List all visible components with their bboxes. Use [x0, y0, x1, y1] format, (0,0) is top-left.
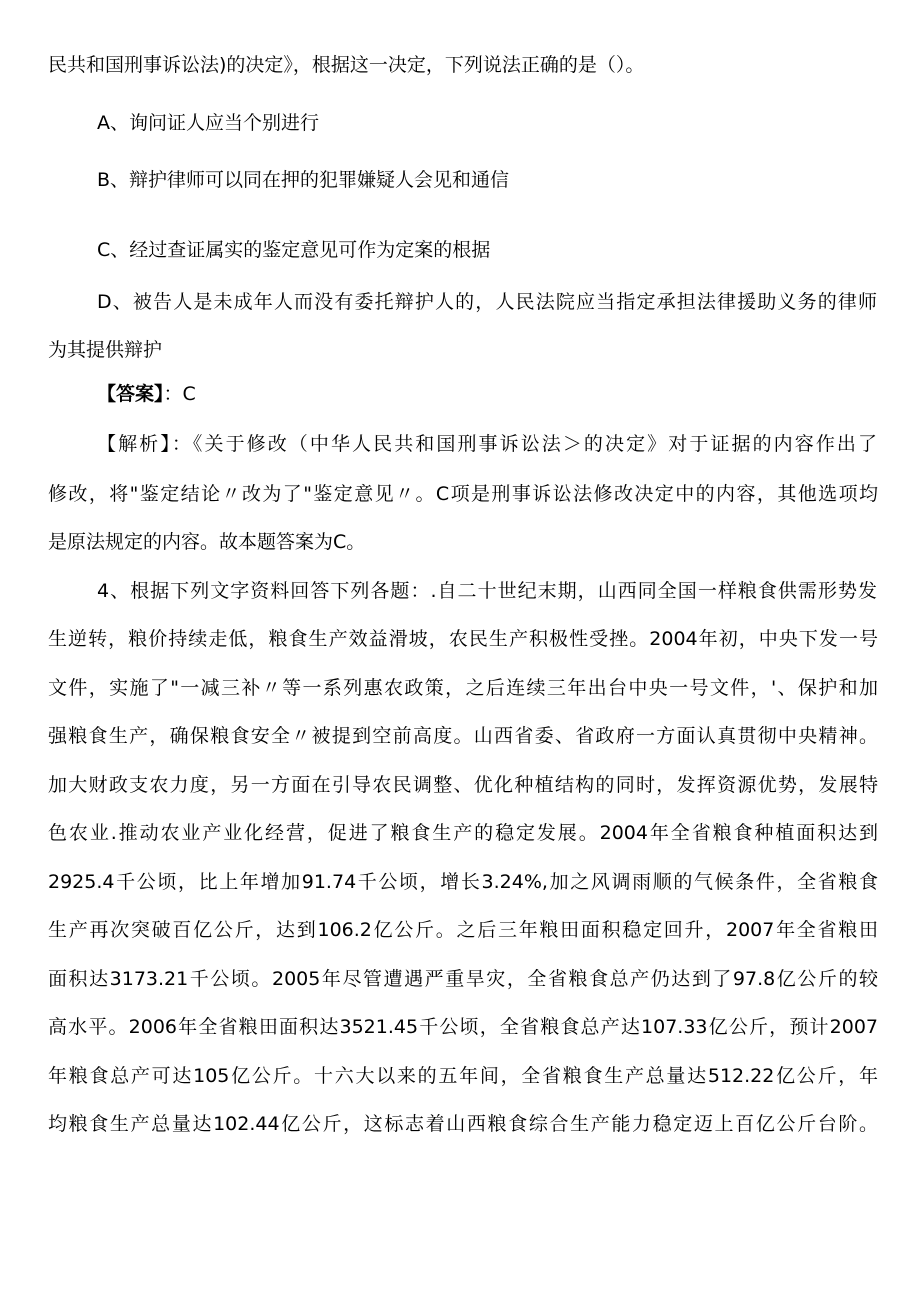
answer-label: 【答案】: [97, 383, 164, 405]
q4-line-10: 高水平。2006年全省粮田面积达3521.45千公顷，全省粮食总产达107.33亿公斤，预计2007: [48, 1016, 878, 1038]
analysis-label: 【解析】: [97, 433, 172, 455]
q4-line-5: 加大财政支农力度，另一方面在引导农民调整、优化种植结构的同时，发挥资源优势，发展特: [48, 774, 878, 796]
analysis-text-1: ：《关于修改（中华人民共和国刑事诉讼法＞的决定》对于证据的内容作出了: [171, 433, 877, 455]
q4-line-11: 年粮食总产可达105亿公斤。十六大以来的五年间，全省粮食生产总量达512.22亿公斤，年: [48, 1065, 878, 1087]
option-a: A、询问证人应当个别进行: [97, 112, 319, 134]
q4-line-2: 生逆转，粮价持续走低，粮食生产效益滑坡，农民生产积极性受挫。2004年初，中央下发一号: [48, 628, 878, 650]
answer-row: [97, 381, 877, 407]
q4-line-3: 文件，实施了"一减三补〃等一系列惠农政策，之后连续三年出台中央一号文件，'、保护和加: [48, 677, 878, 699]
analysis-line-1: [97, 431, 877, 457]
q4-line-9: 面积达3173.21千公顷。2005年尽管遭遇严重旱灾，全省粮食总产仍达到了97.8亿公斤的较: [48, 968, 878, 990]
q4-line-1: 4、根据下列文字资料回答下列各题：.自二十世纪末期，山西同全国一样粮食供需形势发: [97, 580, 877, 602]
question-intro-line: 民共和国刑事诉讼法)的决定》，根据这一决定，下列说法正确的是（）。: [48, 54, 645, 76]
answer-value: ：C: [163, 383, 196, 405]
option-b: B、辩护律师可以同在押的犯罪嫌疑人会见和通信: [97, 169, 510, 191]
analysis-line-3: 是原法规定的内容。故本题答案为C。: [48, 531, 366, 553]
q4-line-12: 均粮食生产总量达102.44亿公斤，这标志着山西粮食综合生产能力稳定迈上百亿公斤台阶。: [48, 1113, 878, 1135]
q4-line-6: 色农业.推动农业产业化经营，促进了粮食生产的稳定发展。2004年全省粮食种植面积达到: [48, 822, 878, 844]
q4-line-7: 2925.4千公顷，比上年增加91.74千公顷，增长3.24%,加之风调雨顺的气候条件，全省粮食: [48, 871, 878, 893]
option-d-line-2: 为其提供辩护: [48, 339, 163, 361]
option-c: C、经过查证属实的鉴定意见可作为定案的根据: [97, 239, 491, 261]
analysis-line-2: 修改，将"鉴定结论〃改为了"鉴定意见〃。C项是刑事诉讼法修改决定中的内容，其他选项均: [48, 483, 878, 505]
option-d-line-1: D、被告人是未成年人而没有委托辩护人的，人民法院应当指定承担法律援助义务的律师: [97, 291, 877, 313]
q4-line-8: 生产再次突破百亿公斤，达到106.2亿公斤。之后三年粮田面积稳定回升，2007年全省粮田: [48, 919, 878, 941]
q4-line-4: 强粮食生产，确保粮食安全〃被提到空前高度。山西省委、省政府一方面认真贯彻中央精神。: [48, 725, 878, 747]
